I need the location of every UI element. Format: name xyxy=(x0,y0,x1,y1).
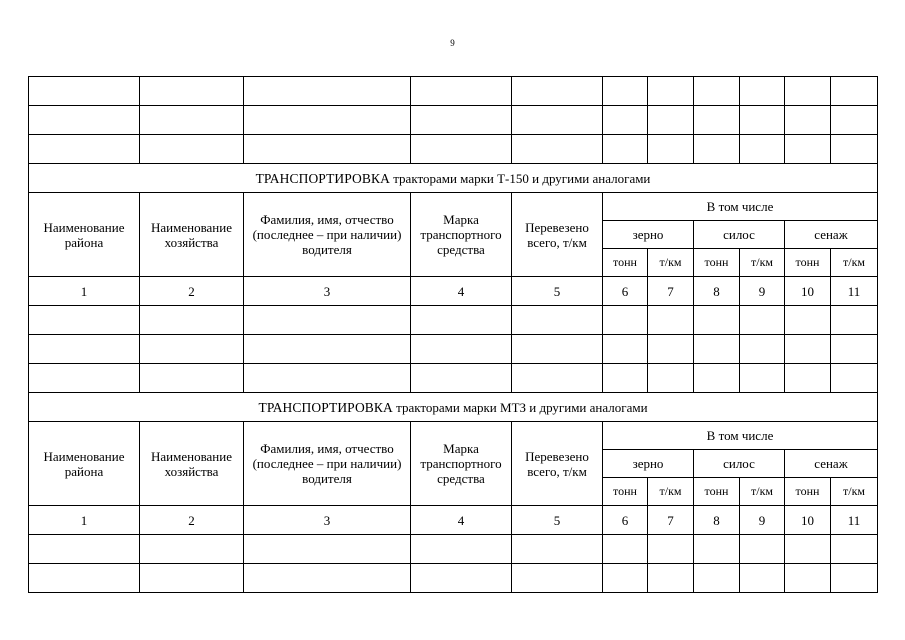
header-haylage: сенаж xyxy=(785,221,878,249)
table-cell[interactable] xyxy=(411,564,512,593)
column-number: 7 xyxy=(648,277,694,306)
table-cell[interactable] xyxy=(140,77,244,106)
table-row xyxy=(29,106,878,135)
table-cell[interactable] xyxy=(831,364,878,393)
column-number: 5 xyxy=(512,506,603,535)
table-cell[interactable] xyxy=(648,77,694,106)
table-cell[interactable] xyxy=(785,364,831,393)
table-cell[interactable] xyxy=(411,535,512,564)
section-title-rest: тракторами марки МТЗ и другими аналогами xyxy=(392,399,648,415)
page-number: 9 xyxy=(450,38,455,48)
table-cell[interactable] xyxy=(411,306,512,335)
table-cell[interactable] xyxy=(244,77,411,106)
table-cell[interactable] xyxy=(648,535,694,564)
table-row xyxy=(29,135,878,164)
table-cell[interactable] xyxy=(140,564,244,593)
header-tkm: т/км xyxy=(831,249,878,277)
header-district: Наименование района xyxy=(29,422,140,506)
table-cell[interactable] xyxy=(140,335,244,364)
table-cell[interactable] xyxy=(244,306,411,335)
header-tons: тонн xyxy=(603,478,648,506)
header-tons: тонн xyxy=(785,478,831,506)
header-district: Наименование района xyxy=(29,193,140,277)
header-vehicle: Марка транспортного средства xyxy=(411,193,512,277)
transport-report-table xyxy=(28,76,878,593)
column-number: 10 xyxy=(785,506,831,535)
column-number-row xyxy=(29,277,878,306)
column-number: 9 xyxy=(740,277,785,306)
header-farm: Наименование хозяйства xyxy=(140,422,244,506)
table-cell[interactable] xyxy=(512,306,603,335)
header-tkm: т/км xyxy=(740,478,785,506)
header-grain: зерно xyxy=(603,450,694,478)
table-cell[interactable] xyxy=(603,335,648,364)
table-cell[interactable] xyxy=(29,364,140,393)
column-number: 5 xyxy=(512,277,603,306)
table-cell[interactable] xyxy=(694,335,740,364)
header-farm: Наименование хозяйства xyxy=(140,193,244,277)
column-number: 2 xyxy=(140,506,244,535)
header-row xyxy=(29,422,878,450)
column-number: 4 xyxy=(411,506,512,535)
table-cell[interactable] xyxy=(740,535,785,564)
table-cell[interactable] xyxy=(648,364,694,393)
table-cell[interactable] xyxy=(648,106,694,135)
table-cell[interactable] xyxy=(512,106,603,135)
table-cell[interactable] xyxy=(512,77,603,106)
table-cell[interactable] xyxy=(785,77,831,106)
section-title-rest: тракторами марки Т-150 и другими аналогами xyxy=(389,170,651,186)
table-cell[interactable] xyxy=(29,77,140,106)
header-vehicle: Марка транспортного средства xyxy=(411,422,512,506)
column-number: 1 xyxy=(29,277,140,306)
table-cell[interactable] xyxy=(831,335,878,364)
column-number: 10 xyxy=(785,277,831,306)
table-cell[interactable] xyxy=(648,564,694,593)
table-cell[interactable] xyxy=(29,564,140,593)
table-cell[interactable] xyxy=(411,335,512,364)
table-cell[interactable] xyxy=(648,335,694,364)
table-cell[interactable] xyxy=(648,135,694,164)
table-cell[interactable] xyxy=(831,106,878,135)
table-cell[interactable] xyxy=(603,106,648,135)
table-cell[interactable] xyxy=(603,77,648,106)
table-cell[interactable] xyxy=(512,535,603,564)
header-total: Перевезено всего, т/км xyxy=(512,193,603,277)
column-number: 6 xyxy=(603,277,648,306)
table-cell[interactable] xyxy=(603,535,648,564)
table-cell[interactable] xyxy=(411,364,512,393)
table-cell[interactable] xyxy=(29,135,140,164)
table-cell[interactable] xyxy=(29,335,140,364)
table-cell[interactable] xyxy=(740,135,785,164)
table-cell[interactable] xyxy=(603,306,648,335)
header-tons: тонн xyxy=(603,249,648,277)
table-cell[interactable] xyxy=(785,564,831,593)
header-tkm: т/км xyxy=(831,478,878,506)
header-silage: силос xyxy=(694,221,785,249)
table-cell[interactable] xyxy=(785,135,831,164)
table-cell[interactable] xyxy=(411,77,512,106)
header-row xyxy=(29,193,878,221)
table-cell[interactable] xyxy=(512,335,603,364)
table-row xyxy=(29,364,878,393)
table-cell[interactable] xyxy=(648,306,694,335)
table-row xyxy=(29,564,878,593)
table-cell[interactable] xyxy=(29,106,140,135)
table-cell[interactable] xyxy=(694,306,740,335)
table-cell[interactable] xyxy=(694,564,740,593)
table-cell[interactable] xyxy=(244,106,411,135)
header-driver: Фамилия, имя, отчество (последнее – при наличии) водителя xyxy=(244,193,411,277)
header-haylage: сенаж xyxy=(785,450,878,478)
table-cell[interactable] xyxy=(740,364,785,393)
table-row xyxy=(29,535,878,564)
table-cell[interactable] xyxy=(740,564,785,593)
table-cell[interactable] xyxy=(694,535,740,564)
header-tkm: т/км xyxy=(648,249,694,277)
table-cell[interactable] xyxy=(244,364,411,393)
header-including: В том числе xyxy=(603,422,878,450)
table-cell[interactable] xyxy=(785,535,831,564)
section-title-caps: ТРАНСПОРТИРОВКА xyxy=(258,399,393,415)
table-cell[interactable] xyxy=(603,135,648,164)
table-cell[interactable] xyxy=(694,135,740,164)
column-number: 3 xyxy=(244,277,411,306)
column-number: 7 xyxy=(648,506,694,535)
table-cell[interactable] xyxy=(785,106,831,135)
table-cell[interactable] xyxy=(244,564,411,593)
column-number: 11 xyxy=(831,506,878,535)
header-tkm: т/км xyxy=(648,478,694,506)
table-cell[interactable] xyxy=(411,106,512,135)
table-cell[interactable] xyxy=(740,335,785,364)
table-cell[interactable] xyxy=(831,77,878,106)
column-number: 8 xyxy=(694,506,740,535)
table-cell[interactable] xyxy=(740,106,785,135)
table-cell[interactable] xyxy=(512,564,603,593)
header-tons: тонн xyxy=(694,478,740,506)
table-cell[interactable] xyxy=(29,306,140,335)
column-number: 9 xyxy=(740,506,785,535)
header-tkm: т/км xyxy=(740,249,785,277)
table-cell[interactable] xyxy=(831,564,878,593)
table-row xyxy=(29,306,878,335)
table-cell[interactable] xyxy=(831,535,878,564)
section-title xyxy=(29,164,878,193)
column-number: 6 xyxy=(603,506,648,535)
section-title-row xyxy=(29,393,878,422)
header-tons: тонн xyxy=(694,249,740,277)
header-driver: Фамилия, имя, отчество (последнее – при наличии) водителя xyxy=(244,422,411,506)
table-cell[interactable] xyxy=(140,364,244,393)
table-cell[interactable] xyxy=(140,535,244,564)
table-cell[interactable] xyxy=(785,335,831,364)
section-title-row xyxy=(29,164,878,193)
table-cell[interactable] xyxy=(785,306,831,335)
column-number: 11 xyxy=(831,277,878,306)
section-title-caps: ТРАНСПОРТИРОВКА xyxy=(255,170,390,186)
header-total: Перевезено всего, т/км xyxy=(512,422,603,506)
table-cell[interactable] xyxy=(512,364,603,393)
column-number: 2 xyxy=(140,277,244,306)
table-cell[interactable] xyxy=(603,364,648,393)
column-number: 3 xyxy=(244,506,411,535)
table-row xyxy=(29,77,878,106)
table-cell[interactable] xyxy=(694,106,740,135)
table-cell[interactable] xyxy=(740,306,785,335)
table-cell[interactable] xyxy=(140,135,244,164)
table-cell[interactable] xyxy=(411,135,512,164)
table-cell[interactable] xyxy=(244,335,411,364)
table-cell[interactable] xyxy=(694,77,740,106)
table-cell[interactable] xyxy=(140,106,244,135)
table-cell[interactable] xyxy=(140,306,244,335)
table-cell[interactable] xyxy=(29,535,140,564)
column-number: 1 xyxy=(29,506,140,535)
column-number-row xyxy=(29,506,878,535)
column-number: 4 xyxy=(411,277,512,306)
table-cell[interactable] xyxy=(694,364,740,393)
header-including: В том числе xyxy=(603,193,878,221)
header-grain: зерно xyxy=(603,221,694,249)
header-silage: силос xyxy=(694,450,785,478)
section-title xyxy=(29,393,878,422)
header-tons: тонн xyxy=(785,249,831,277)
table-cell[interactable] xyxy=(831,306,878,335)
table-cell[interactable] xyxy=(244,535,411,564)
table-cell[interactable] xyxy=(244,135,411,164)
table-cell[interactable] xyxy=(831,135,878,164)
table-cell[interactable] xyxy=(512,135,603,164)
table-row xyxy=(29,335,878,364)
table-cell[interactable] xyxy=(740,77,785,106)
column-number: 8 xyxy=(694,277,740,306)
table-cell[interactable] xyxy=(603,564,648,593)
